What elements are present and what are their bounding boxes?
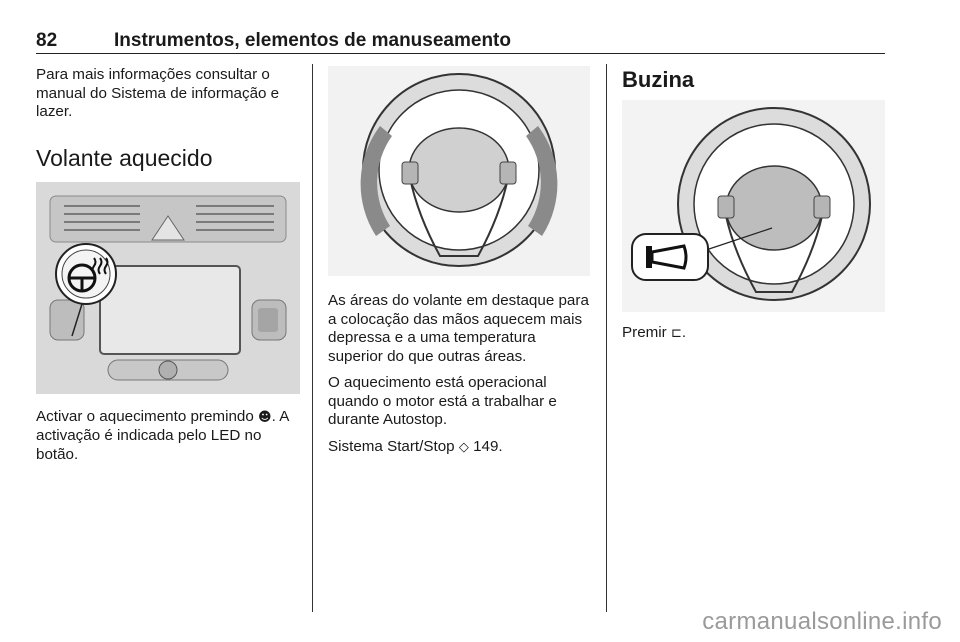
intro-paragraph: Para mais informações consultar o manual do Sistema de informação e lazer. xyxy=(36,66,280,120)
horn-paragraph: Premir ⊏. xyxy=(622,324,687,341)
heated-zones-paragraph: As áreas do volante em destaque para a colocação das mãos aquecem mais depressa e a uma temperatura superior do que outras áreas. xyxy=(328,292,589,365)
activation-paragraph: Activar o aquecimento premindo ☻. A activação é indicada pelo LED no botão. xyxy=(36,407,289,463)
column-1 xyxy=(36,66,300,464)
page-title: Instrumentos, elementos de manuseamento xyxy=(114,30,511,51)
column-2 xyxy=(328,66,590,457)
operation-paragraph: O aquecimento está operacional quando o motor está a trabalhar e durante Autostop. xyxy=(328,374,557,428)
page-reference-arrow-icon: ◇ xyxy=(458,439,469,455)
cross-reference: Sistema Start/Stop ◇ 149. xyxy=(328,437,503,455)
page-number: 82 xyxy=(36,30,58,51)
steering-wheel-horn-illustration xyxy=(622,100,885,312)
horn-icon: ⊏ xyxy=(670,326,682,341)
column-divider xyxy=(606,64,607,612)
dashboard-illustration xyxy=(36,182,300,394)
column-divider xyxy=(312,64,313,612)
watermark: carmanualsonline.info xyxy=(702,608,942,635)
page-header xyxy=(36,30,885,54)
steering-wheel-heated-zones-illustration xyxy=(328,66,590,276)
column-3 xyxy=(622,66,885,344)
section-heading-heated-wheel: Volante aquecido xyxy=(36,144,213,171)
heated-steering-wheel-icon: ☻ xyxy=(258,409,272,425)
section-heading-horn: Buzina xyxy=(622,67,695,92)
